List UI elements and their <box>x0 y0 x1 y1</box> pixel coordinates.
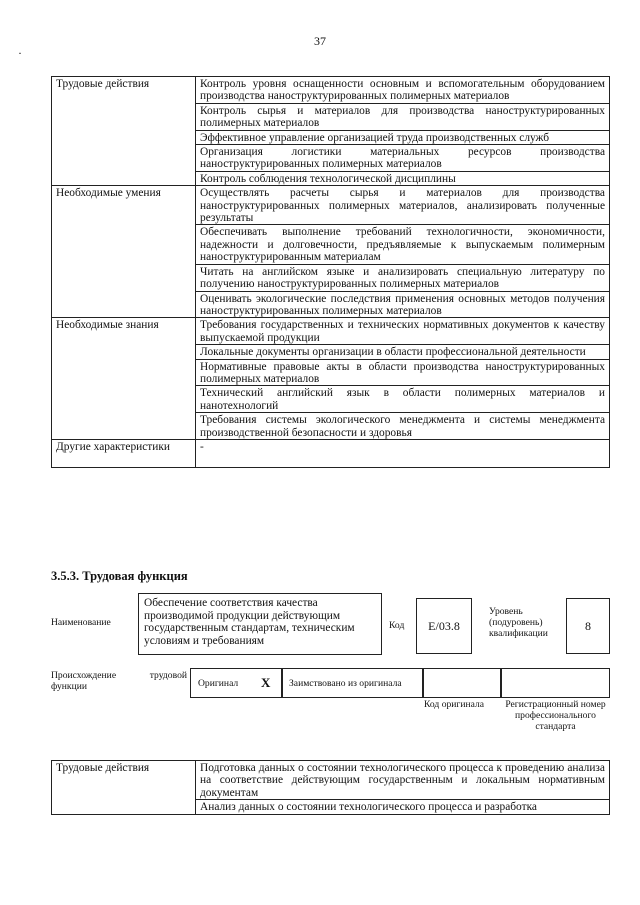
table-cell: Требования системы экологического менеджмента и системы менеджмента производственной безопасности и здоровья <box>196 413 610 440</box>
borrowed-cell <box>282 668 423 698</box>
row-label-other-characteristics: Другие характеристики <box>52 439 196 467</box>
registration-caption: Регистрационный номер профессионального стандарта <box>505 699 606 732</box>
row-label-labor-actions: Трудовые действия <box>52 77 196 186</box>
table-cell: Нормативные правовые акты в области производства наноструктурированных полимерных материалов <box>196 359 610 386</box>
table-row <box>52 186 610 225</box>
table-cell: Требования государственных и технических нормативных документов к качеству выпускаемой продукции <box>196 318 610 345</box>
original-mark: X <box>261 675 271 690</box>
table-row <box>52 77 610 104</box>
table-cell: Читать на английском языке и анализировать специальную литературу по получению наноструктурированных полимерных материалов <box>196 264 610 291</box>
origin-label: Происхождение трудовой функции <box>51 670 187 692</box>
original-label: Оригинал <box>198 678 239 689</box>
table-cell: Обеспечивать выполнение требований технологичности, экономичности, надежности и долговечности, предъявляемые к выпускаемым полимерным наноструктурированным материалам <box>196 225 610 264</box>
table-cell: Контроль соблюдения технологической дисциплины <box>196 171 610 185</box>
origin-code-cell <box>423 668 501 698</box>
row-label-labor-actions-2: Трудовые действия <box>52 761 196 815</box>
table-cell: Контроль сырья и материалов для производства наноструктурированных полимерных материалов <box>196 103 610 130</box>
page-number: 37 <box>314 34 326 48</box>
table-row <box>52 439 610 467</box>
table-row <box>52 761 610 800</box>
labor-actions-table <box>51 760 610 815</box>
table-cell: Организация логистики материальных ресурсов производства наноструктурированных полимерных материалов <box>196 145 610 172</box>
code-value: E/03.8 <box>416 598 472 654</box>
table-cell: Анализ данных о состоянии технологического процесса и разработка <box>196 800 610 814</box>
section-title: 3.5.3. Трудовая функция <box>51 569 188 583</box>
requirements-table <box>51 76 610 468</box>
borrowed-label: Заимствовано из оригинала <box>289 678 402 689</box>
original-cell <box>190 668 282 698</box>
table-cell: Осуществлять расчеты сырья и материалов для производства наноструктурированных полимерных материалов, анализировать полученные результаты <box>196 186 610 225</box>
code-caption: Код оригинала <box>423 699 485 710</box>
margin-mark: · <box>18 46 22 60</box>
row-label-required-knowledge: Необходимые знания <box>52 318 196 440</box>
name-label: Наименование <box>51 617 111 628</box>
function-name-value: Обеспечение соответствия качества производимой продукции действующим государственным стандартам, техническим условиям и требованиям <box>138 593 382 655</box>
code-label: Код <box>389 620 405 631</box>
table-cell: Контроль уровня оснащенности основным и вспомогательным оборудованием производства наноструктурированных полимерных материалов <box>196 77 610 104</box>
table-cell: Эффективное управление организацией труда производственных служб <box>196 130 610 144</box>
registration-number-cell <box>501 668 610 698</box>
row-label-required-skills: Необходимые умения <box>52 186 196 318</box>
table-cell: - <box>196 439 610 467</box>
table-cell: Локальные документы организации в области профессиональной деятельности <box>196 345 610 359</box>
table-row <box>52 318 610 345</box>
level-value: 8 <box>566 598 610 654</box>
table-cell: Технический английский язык в области полимерных материалов и нанотехнологий <box>196 386 610 413</box>
table-cell: Оценивать экологические последствия применения основных методов получения наноструктурированных полимерных материалов <box>196 291 610 318</box>
table-cell: Подготовка данных о состоянии технологического процесса к проведению анализа на соответствие действующим государственным и локальным нормативным документам <box>196 761 610 800</box>
level-label: Уровень (подуровень) квалификации <box>489 606 548 639</box>
